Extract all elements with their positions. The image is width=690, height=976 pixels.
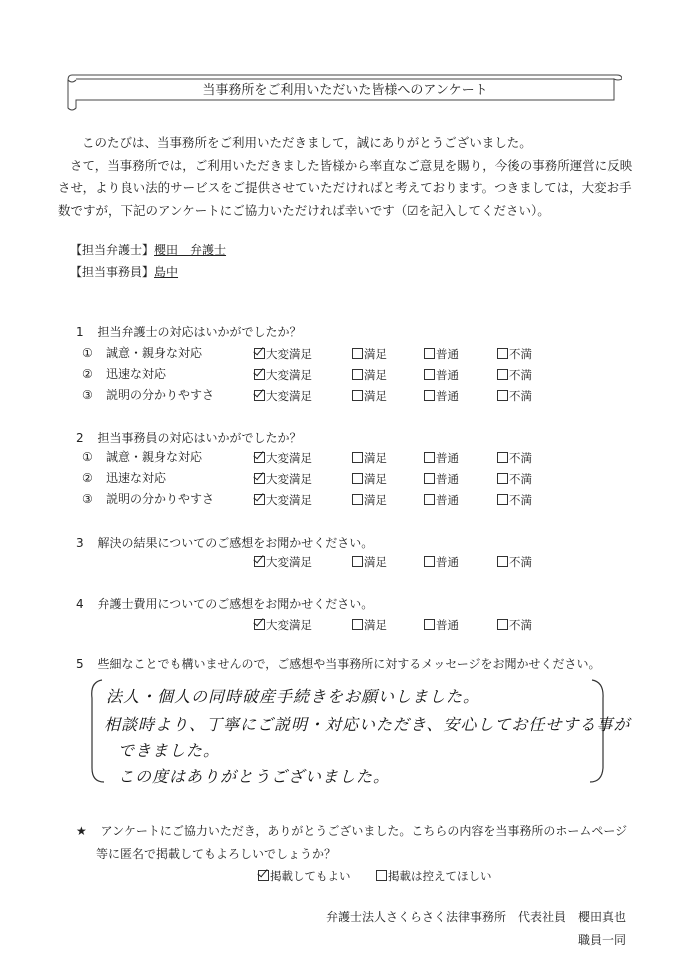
checkbox-icon (352, 452, 363, 463)
rating-option-1[interactable] (254, 367, 312, 383)
rating-option-label: 普通 (436, 451, 459, 465)
intro-line-2: さて，当事務所では，ご利用いただきました皆様から率直なご意見を賜り，今後の事務所運営に反映 (70, 157, 633, 173)
rating-option-1[interactable] (254, 617, 312, 633)
rating-option-2[interactable] (352, 492, 387, 508)
rating-option-2[interactable] (352, 346, 387, 362)
item-label: 説明の分かりやすさ (106, 388, 215, 402)
rating-option-label: 満足 (364, 555, 387, 569)
rating-option-4[interactable] (497, 492, 532, 508)
rating-option-4[interactable] (497, 388, 532, 404)
checkbox-icon (352, 494, 363, 505)
publish-question-line-1 (76, 825, 627, 837)
rating-option-label: 不満 (509, 368, 532, 382)
rating-option-label: 大変満足 (266, 618, 312, 632)
rating-option-label: 満足 (364, 493, 387, 507)
checkbox-icon (497, 619, 508, 630)
rating-option-3[interactable] (424, 346, 459, 362)
handwritten-line-4: この度はありがとうございました。 (118, 767, 391, 786)
item-label: 説明の分かりやすさ (106, 492, 215, 506)
checkbox-icon (424, 390, 435, 401)
question-number: 5 (76, 657, 84, 671)
rating-option-3[interactable] (424, 471, 459, 487)
rating-option-4[interactable] (497, 617, 532, 633)
checkbox-icon (254, 390, 265, 401)
rating-option-label: 不満 (509, 472, 532, 486)
item-label: 誠意・親身な対応 (106, 346, 203, 360)
rating-option-label: 大変満足 (266, 451, 312, 465)
rating-option-4[interactable] (497, 367, 532, 383)
checkbox-icon (254, 619, 265, 630)
question-4 (76, 598, 373, 610)
question-text: 弁護士費用についてのご感想をお聞かせください。 (97, 597, 374, 611)
item-number: ② (82, 471, 93, 485)
rating-option-label: 不満 (509, 618, 532, 632)
rating-option-2[interactable] (352, 367, 387, 383)
rating-option-1[interactable] (254, 346, 312, 362)
checkbox-icon (352, 369, 363, 380)
rating-option-label: 大変満足 (266, 555, 312, 569)
question-text: 担当弁護士の対応はいかがでしたか？ (97, 325, 302, 339)
checkbox-icon (352, 348, 363, 359)
staff-signature: 職員一同 (578, 933, 627, 947)
rating-option-4[interactable] (497, 471, 532, 487)
checkbox-icon (497, 348, 508, 359)
checkbox-icon (424, 556, 435, 567)
rating-option-4[interactable] (497, 346, 532, 362)
item-number: ② (82, 367, 93, 381)
rating-option-4[interactable] (497, 450, 532, 466)
checkbox-icon (424, 473, 435, 484)
publish-no-checkbox[interactable] (376, 868, 492, 884)
question-2 (76, 432, 301, 444)
rating-option-label: 普通 (436, 618, 459, 632)
question-number: 4 (76, 597, 84, 611)
rating-option-2[interactable] (352, 471, 387, 487)
rating-option-label: 満足 (364, 451, 387, 465)
checkbox-icon (352, 619, 363, 630)
checkbox-icon (497, 369, 508, 380)
handwritten-line-1: 法人・個人の同時破産手続きをお願いしました。 (106, 687, 481, 706)
item-number: ① (82, 346, 93, 360)
lawyer-name: 櫻田 弁護士 (154, 243, 227, 257)
checkbox-icon (424, 369, 435, 380)
item-label: 迅速な対応 (106, 471, 167, 485)
question-1 (76, 326, 301, 338)
page-title: 当事務所をご利用いただいた皆様へのアンケート (202, 83, 488, 98)
rating-option-label: 満足 (364, 618, 387, 632)
rating-option-label: 不満 (509, 347, 532, 361)
checkbox-icon (352, 556, 363, 567)
question-5 (76, 658, 601, 670)
rating-option-label: 満足 (364, 368, 387, 382)
rating-option-label: 普通 (436, 368, 459, 382)
checkbox-icon (254, 348, 265, 359)
item-number: ③ (82, 492, 93, 506)
rating-option-2[interactable] (352, 554, 387, 570)
checkbox-icon (254, 494, 265, 505)
publish-text-1: アンケートにご協力いただき，ありがとうございました。こちらの内容を当事務所のホームページ (100, 824, 628, 838)
intro-paragraph (58, 132, 640, 222)
rating-option-label: 大変満足 (266, 389, 312, 403)
item-label: 迅速な対応 (106, 367, 167, 381)
rating-option-label: 普通 (436, 555, 459, 569)
checkbox-icon (376, 870, 387, 881)
item-number: ① (82, 450, 93, 464)
rating-option-1[interactable] (254, 450, 312, 466)
checkbox-icon (254, 556, 265, 567)
rating-option-label: 普通 (436, 472, 459, 486)
rating-option-label: 大変満足 (266, 347, 312, 361)
rating-option-1[interactable] (254, 471, 312, 487)
rating-option-3[interactable] (424, 450, 459, 466)
rating-option-3[interactable] (424, 367, 459, 383)
rating-option-label: 不満 (509, 555, 532, 569)
intro-line-4: 数ですが，下記のアンケートにご協力いただければ幸いです（☑を記入してください）。 (58, 202, 550, 218)
rating-option-3[interactable] (424, 617, 459, 633)
checkbox-icon (424, 452, 435, 463)
checkbox-icon (424, 348, 435, 359)
item-number: ③ (82, 388, 93, 402)
rating-option-label: 普通 (436, 493, 459, 507)
checkbox-icon (424, 494, 435, 505)
rating-option-label: 不満 (509, 451, 532, 465)
intro-line-3: させ，より良い法的サービスをご提供させていただければと考えております。つきましては，大変お手 (58, 180, 632, 195)
firm-signature: 弁護士法人さくらさく法律事務所 代表社員 櫻田真也 (326, 910, 627, 924)
rating-option-3[interactable] (424, 388, 459, 404)
lawyer-label: 【担当弁護士】 (70, 243, 155, 257)
rating-option-2[interactable] (352, 388, 387, 404)
publish-yes-checkbox[interactable] (258, 868, 351, 884)
checkbox-icon (497, 473, 508, 484)
checkbox-icon (497, 556, 508, 567)
rating-option-label: 大変満足 (266, 368, 312, 382)
checkbox-icon (424, 619, 435, 630)
question-number: 3 (76, 536, 84, 550)
publish-no-label: 掲載は控えてほしい (388, 869, 492, 883)
checkbox-icon (497, 390, 508, 401)
rating-option-label: 満足 (364, 389, 387, 403)
lawyer-row (70, 244, 226, 256)
handwritten-line-2: 相談時より、丁寧にご説明・対応いただき、安心してお任せする事が (104, 715, 631, 734)
checkbox-icon (497, 494, 508, 505)
checkbox-icon (254, 473, 265, 484)
question-text: 担当事務員の対応はいかがでしたか？ (97, 431, 302, 445)
question-3 (76, 537, 373, 549)
rating-option-label: 大変満足 (266, 472, 312, 486)
rating-option-1[interactable] (254, 492, 312, 508)
clerk-name: 島中 (154, 265, 179, 279)
question-text: 解決の結果についてのご感想をお聞かせください。 (97, 536, 374, 550)
publish-question-line-2: 等に匿名で掲載してもよろしいでしょうか？ (96, 847, 337, 861)
rating-option-2[interactable] (352, 617, 387, 633)
clerk-row (70, 266, 178, 278)
checkbox-icon (254, 369, 265, 380)
rating-option-3[interactable] (424, 554, 459, 570)
question-number: 1 (76, 325, 84, 339)
checkbox-icon (352, 473, 363, 484)
question-text: 些細なことでも構いませんので，ご感想や当事務所に対するメッセージをお聞かせください。 (97, 657, 601, 671)
rating-option-label: 不満 (509, 389, 532, 403)
rating-option-1[interactable] (254, 388, 312, 404)
rating-option-label: 不満 (509, 493, 532, 507)
rating-option-3[interactable] (424, 492, 459, 508)
rating-option-label: 大変満足 (266, 493, 312, 507)
star-icon: ★ (76, 824, 87, 838)
rating-option-4[interactable] (497, 554, 532, 570)
rating-option-label: 満足 (364, 347, 387, 361)
rating-option-1[interactable] (254, 554, 312, 570)
rating-option-2[interactable] (352, 450, 387, 466)
question-number: 2 (76, 431, 84, 445)
handwritten-line-3: できました。 (118, 741, 221, 760)
rating-option-label: 普通 (436, 347, 459, 361)
rating-option-label: 普通 (436, 389, 459, 403)
intro-line-1: このたびは、当事務所をご利用いただきまして，誠にありがとうございました。 (82, 135, 532, 150)
checkbox-icon (352, 390, 363, 401)
rating-option-label: 満足 (364, 472, 387, 486)
clerk-label: 【担当事務員】 (70, 265, 155, 279)
publish-yes-label: 掲載してもよい (270, 869, 351, 883)
item-label: 誠意・親身な対応 (106, 450, 203, 464)
checkbox-icon (254, 452, 265, 463)
checkbox-icon (258, 870, 269, 881)
checkbox-icon (497, 452, 508, 463)
